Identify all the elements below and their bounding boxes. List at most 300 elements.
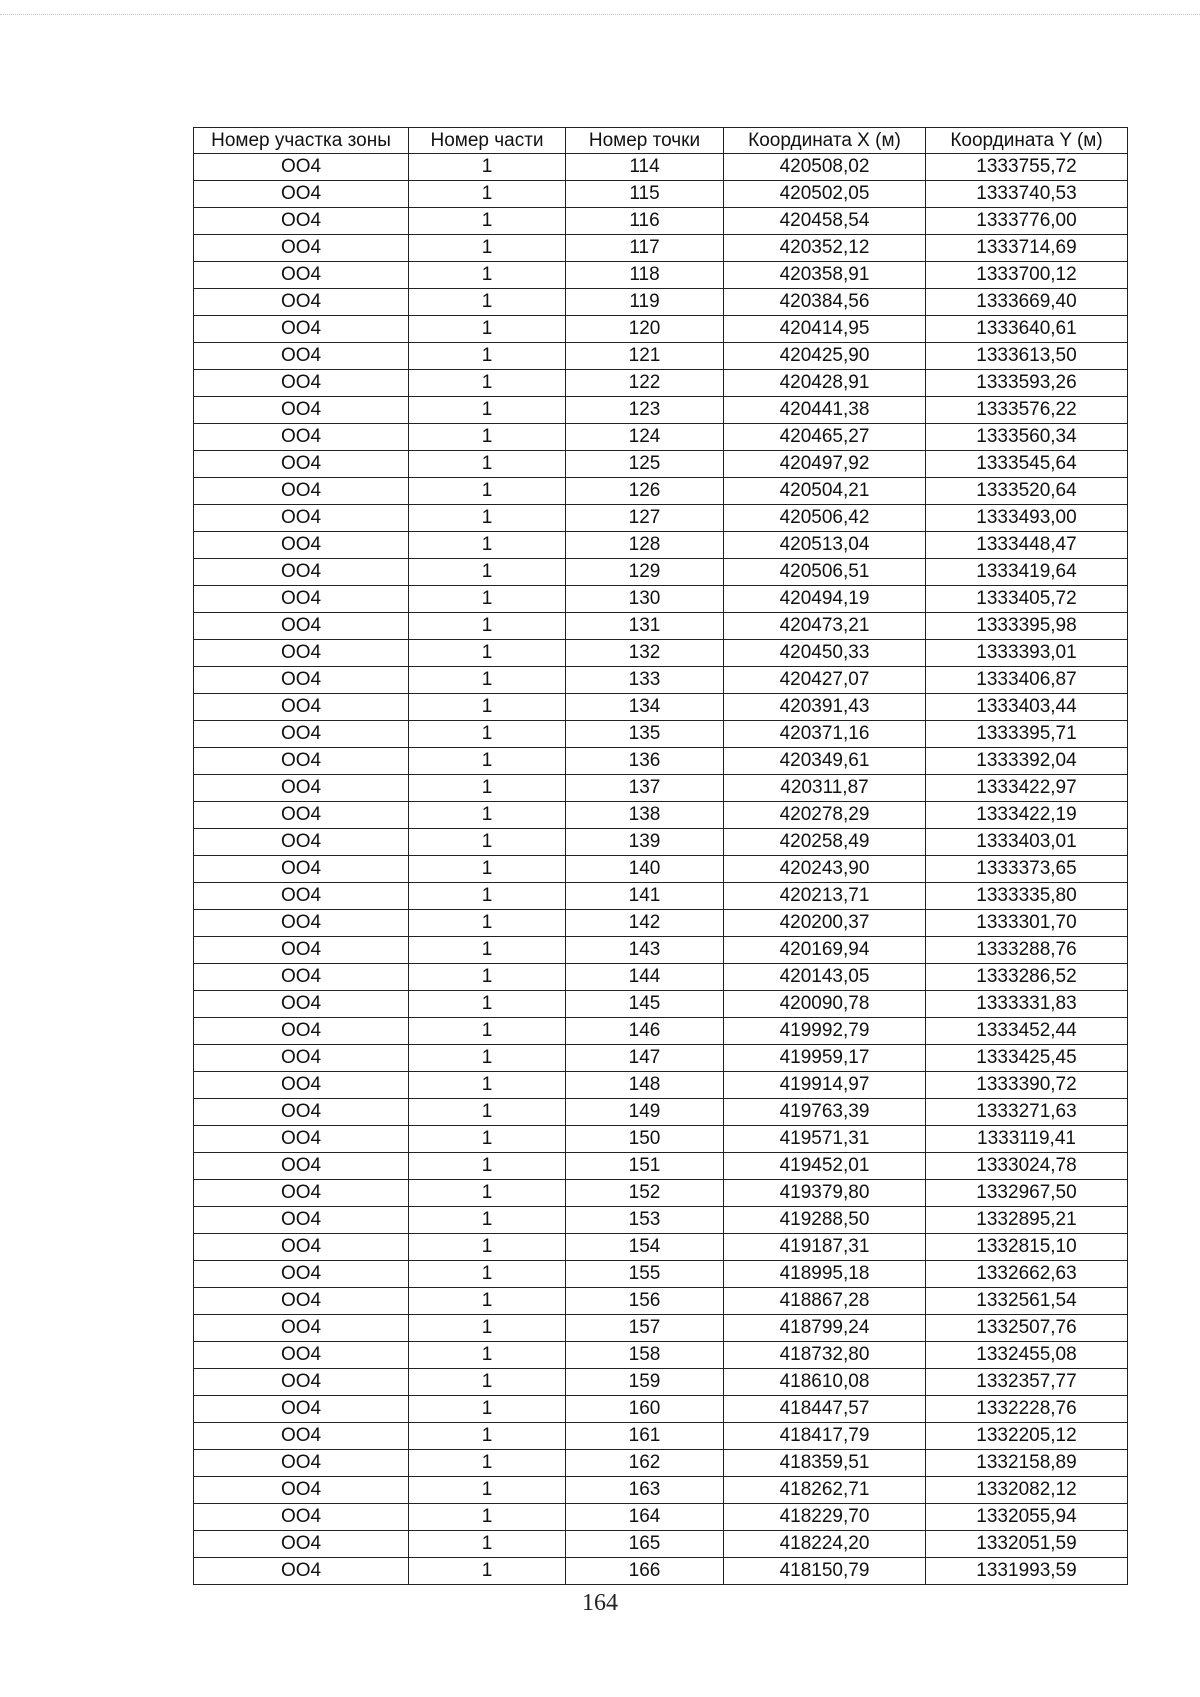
cell-point-number: 148	[566, 1072, 724, 1099]
cell-part-number: 1	[409, 775, 566, 802]
table-row	[194, 208, 1128, 235]
cell-zone-plot-number: ОО4	[194, 1369, 409, 1396]
cell-coordinate-y: 1333493,00	[926, 505, 1128, 532]
cell-zone-plot-number: ОО4	[194, 1261, 409, 1288]
cell-point-number: 115	[566, 181, 724, 208]
cell-coordinate-x: 418732,80	[724, 1342, 926, 1369]
table-row	[194, 991, 1128, 1018]
cell-coordinate-y: 1333419,64	[926, 559, 1128, 586]
cell-coordinate-x: 418867,28	[724, 1288, 926, 1315]
cell-coordinate-x: 420391,43	[724, 694, 926, 721]
cell-coordinate-y: 1333119,41	[926, 1126, 1128, 1153]
cell-coordinate-y: 1333714,69	[926, 235, 1128, 262]
cell-point-number: 130	[566, 586, 724, 613]
table-row	[194, 1423, 1128, 1450]
cell-point-number: 156	[566, 1288, 724, 1315]
cell-part-number: 1	[409, 1180, 566, 1207]
cell-point-number: 131	[566, 613, 724, 640]
table-row	[194, 1288, 1128, 1315]
cell-coordinate-x: 420506,42	[724, 505, 926, 532]
cell-zone-plot-number: ОО4	[194, 451, 409, 478]
cell-coordinate-y: 1333755,72	[926, 154, 1128, 181]
cell-point-number: 135	[566, 721, 724, 748]
cell-coordinate-y: 1333640,61	[926, 316, 1128, 343]
cell-coordinate-y: 1333452,44	[926, 1018, 1128, 1045]
table-row	[194, 262, 1128, 289]
cell-zone-plot-number: ОО4	[194, 370, 409, 397]
cell-zone-plot-number: ОО4	[194, 1342, 409, 1369]
cell-point-number: 120	[566, 316, 724, 343]
cell-coordinate-x: 419452,01	[724, 1153, 926, 1180]
table-row	[194, 1504, 1128, 1531]
cell-coordinate-y: 1333448,47	[926, 532, 1128, 559]
cell-point-number: 155	[566, 1261, 724, 1288]
cell-zone-plot-number: ОО4	[194, 586, 409, 613]
cell-coordinate-y: 1333288,76	[926, 937, 1128, 964]
cell-coordinate-x: 419959,17	[724, 1045, 926, 1072]
cell-point-number: 122	[566, 370, 724, 397]
table-row	[194, 478, 1128, 505]
cell-coordinate-x: 419379,80	[724, 1180, 926, 1207]
cell-coordinate-y: 1333390,72	[926, 1072, 1128, 1099]
cell-coordinate-x: 419763,39	[724, 1099, 926, 1126]
cell-zone-plot-number: ОО4	[194, 802, 409, 829]
cell-coordinate-y: 1332158,89	[926, 1450, 1128, 1477]
cell-coordinate-x: 420243,90	[724, 856, 926, 883]
cell-part-number: 1	[409, 910, 566, 937]
cell-zone-plot-number: ОО4	[194, 721, 409, 748]
table-row	[194, 1342, 1128, 1369]
cell-coordinate-x: 420465,27	[724, 424, 926, 451]
cell-coordinate-y: 1332228,76	[926, 1396, 1128, 1423]
cell-part-number: 1	[409, 883, 566, 910]
cell-part-number: 1	[409, 559, 566, 586]
cell-coordinate-y: 1333403,01	[926, 829, 1128, 856]
cell-coordinate-x: 420169,94	[724, 937, 926, 964]
table-row	[194, 370, 1128, 397]
table-row	[194, 235, 1128, 262]
cell-point-number: 133	[566, 667, 724, 694]
table-row	[194, 775, 1128, 802]
header-zone-plot-number: Номер участка зоны	[194, 128, 409, 154]
table-row	[194, 856, 1128, 883]
table-row	[194, 1477, 1128, 1504]
cell-zone-plot-number: ОО4	[194, 1045, 409, 1072]
cell-part-number: 1	[409, 1126, 566, 1153]
cell-part-number: 1	[409, 289, 566, 316]
cell-coordinate-x: 418224,20	[724, 1531, 926, 1558]
cell-zone-plot-number: ОО4	[194, 640, 409, 667]
cell-coordinate-y: 1333425,45	[926, 1045, 1128, 1072]
cell-zone-plot-number: ОО4	[194, 1504, 409, 1531]
cell-part-number: 1	[409, 1504, 566, 1531]
cell-zone-plot-number: ОО4	[194, 235, 409, 262]
cell-coordinate-x: 418150,79	[724, 1558, 926, 1585]
table-row	[194, 883, 1128, 910]
cell-part-number: 1	[409, 748, 566, 775]
table-body	[194, 154, 1128, 1585]
cell-part-number: 1	[409, 640, 566, 667]
table-row	[194, 1126, 1128, 1153]
cell-point-number: 160	[566, 1396, 724, 1423]
cell-point-number: 124	[566, 424, 724, 451]
cell-zone-plot-number: ОО4	[194, 478, 409, 505]
cell-coordinate-x: 420473,21	[724, 613, 926, 640]
cell-part-number: 1	[409, 1477, 566, 1504]
cell-coordinate-x: 419992,79	[724, 1018, 926, 1045]
cell-coordinate-y: 1332895,21	[926, 1207, 1128, 1234]
cell-point-number: 164	[566, 1504, 724, 1531]
cell-coordinate-y: 1332967,50	[926, 1180, 1128, 1207]
scan-edge-line	[0, 14, 1200, 15]
cell-coordinate-y: 1333024,78	[926, 1153, 1128, 1180]
cell-coordinate-y: 1333286,52	[926, 964, 1128, 991]
cell-coordinate-y: 1332051,59	[926, 1531, 1128, 1558]
cell-part-number: 1	[409, 1342, 566, 1369]
cell-point-number: 139	[566, 829, 724, 856]
cell-coordinate-x: 420213,71	[724, 883, 926, 910]
cell-point-number: 147	[566, 1045, 724, 1072]
cell-coordinate-x: 420441,38	[724, 397, 926, 424]
header-point-number: Номер точки	[566, 128, 724, 154]
cell-point-number: 132	[566, 640, 724, 667]
cell-point-number: 158	[566, 1342, 724, 1369]
cell-coordinate-x: 419571,31	[724, 1126, 926, 1153]
cell-coordinate-y: 1332205,12	[926, 1423, 1128, 1450]
cell-coordinate-x: 418995,18	[724, 1261, 926, 1288]
cell-point-number: 149	[566, 1099, 724, 1126]
cell-coordinate-y: 1333776,00	[926, 208, 1128, 235]
cell-coordinate-y: 1333403,44	[926, 694, 1128, 721]
cell-part-number: 1	[409, 316, 566, 343]
cell-zone-plot-number: ОО4	[194, 343, 409, 370]
cell-part-number: 1	[409, 1423, 566, 1450]
cell-zone-plot-number: ОО4	[194, 154, 409, 181]
table-header	[194, 128, 1128, 154]
cell-coordinate-x: 420506,51	[724, 559, 926, 586]
cell-part-number: 1	[409, 370, 566, 397]
cell-point-number: 137	[566, 775, 724, 802]
table-row	[194, 1369, 1128, 1396]
cell-point-number: 143	[566, 937, 724, 964]
header-part-number: Номер части	[409, 128, 566, 154]
table-row	[194, 1558, 1128, 1585]
table-row	[194, 802, 1128, 829]
cell-part-number: 1	[409, 613, 566, 640]
table-row	[194, 910, 1128, 937]
cell-part-number: 1	[409, 505, 566, 532]
cell-coordinate-x: 420502,05	[724, 181, 926, 208]
cell-point-number: 162	[566, 1450, 724, 1477]
cell-part-number: 1	[409, 1153, 566, 1180]
table-row	[194, 343, 1128, 370]
cell-coordinate-x: 418229,70	[724, 1504, 926, 1531]
cell-zone-plot-number: ОО4	[194, 937, 409, 964]
cell-zone-plot-number: ОО4	[194, 505, 409, 532]
cell-coordinate-y: 1333700,12	[926, 262, 1128, 289]
page-number: 164	[582, 1590, 618, 1616]
cell-coordinate-x: 419914,97	[724, 1072, 926, 1099]
table-row	[194, 937, 1128, 964]
cell-part-number: 1	[409, 235, 566, 262]
cell-zone-plot-number: ОО4	[194, 262, 409, 289]
cell-zone-plot-number: ОО4	[194, 1558, 409, 1585]
cell-coordinate-x: 420508,02	[724, 154, 926, 181]
cell-part-number: 1	[409, 262, 566, 289]
cell-part-number: 1	[409, 586, 566, 613]
cell-zone-plot-number: ОО4	[194, 1072, 409, 1099]
cell-point-number: 150	[566, 1126, 724, 1153]
table-row	[194, 613, 1128, 640]
cell-point-number: 153	[566, 1207, 724, 1234]
cell-coordinate-y: 1333271,63	[926, 1099, 1128, 1126]
cell-point-number: 157	[566, 1315, 724, 1342]
cell-point-number: 166	[566, 1558, 724, 1585]
table-row	[194, 1099, 1128, 1126]
table-row	[194, 1315, 1128, 1342]
cell-zone-plot-number: ОО4	[194, 910, 409, 937]
table-row	[194, 1045, 1128, 1072]
cell-coordinate-x: 418799,24	[724, 1315, 926, 1342]
cell-point-number: 138	[566, 802, 724, 829]
cell-zone-plot-number: ОО4	[194, 1234, 409, 1261]
cell-coordinate-x: 420311,87	[724, 775, 926, 802]
cell-coordinate-y: 1332455,08	[926, 1342, 1128, 1369]
cell-zone-plot-number: ОО4	[194, 1153, 409, 1180]
cell-part-number: 1	[409, 1315, 566, 1342]
cell-coordinate-y: 1333545,64	[926, 451, 1128, 478]
cell-point-number: 114	[566, 154, 724, 181]
cell-part-number: 1	[409, 694, 566, 721]
table-row	[194, 1234, 1128, 1261]
cell-point-number: 126	[566, 478, 724, 505]
cell-coordinate-y: 1333395,98	[926, 613, 1128, 640]
cell-part-number: 1	[409, 1531, 566, 1558]
table-row	[194, 181, 1128, 208]
cell-zone-plot-number: ОО4	[194, 775, 409, 802]
cell-zone-plot-number: ОО4	[194, 829, 409, 856]
cell-zone-plot-number: ОО4	[194, 397, 409, 424]
cell-coordinate-y: 1333669,40	[926, 289, 1128, 316]
table-row	[194, 667, 1128, 694]
cell-coordinate-y: 1333301,70	[926, 910, 1128, 937]
cell-point-number: 142	[566, 910, 724, 937]
cell-part-number: 1	[409, 1072, 566, 1099]
cell-coordinate-x: 420504,21	[724, 478, 926, 505]
cell-coordinate-x: 418417,79	[724, 1423, 926, 1450]
cell-zone-plot-number: ОО4	[194, 208, 409, 235]
cell-point-number: 163	[566, 1477, 724, 1504]
coordinates-table	[193, 127, 1128, 1585]
cell-part-number: 1	[409, 667, 566, 694]
cell-zone-plot-number: ОО4	[194, 532, 409, 559]
cell-part-number: 1	[409, 721, 566, 748]
cell-coordinate-y: 1332055,94	[926, 1504, 1128, 1531]
cell-part-number: 1	[409, 1396, 566, 1423]
cell-coordinate-x: 420513,04	[724, 532, 926, 559]
cell-part-number: 1	[409, 802, 566, 829]
cell-point-number: 123	[566, 397, 724, 424]
cell-point-number: 159	[566, 1369, 724, 1396]
cell-coordinate-x: 420497,92	[724, 451, 926, 478]
cell-zone-plot-number: ОО4	[194, 667, 409, 694]
cell-coordinate-y: 1333335,80	[926, 883, 1128, 910]
cell-zone-plot-number: ОО4	[194, 1099, 409, 1126]
table-row	[194, 397, 1128, 424]
cell-zone-plot-number: ОО4	[194, 1477, 409, 1504]
cell-zone-plot-number: ОО4	[194, 1207, 409, 1234]
table-row	[194, 289, 1128, 316]
cell-coordinate-x: 419187,31	[724, 1234, 926, 1261]
cell-coordinate-x: 418262,71	[724, 1477, 926, 1504]
cell-coordinate-y: 1333405,72	[926, 586, 1128, 613]
cell-part-number: 1	[409, 1558, 566, 1585]
cell-coordinate-y: 1331993,59	[926, 1558, 1128, 1585]
cell-point-number: 119	[566, 289, 724, 316]
cell-coordinate-y: 1333740,53	[926, 181, 1128, 208]
cell-point-number: 161	[566, 1423, 724, 1450]
cell-coordinate-y: 1332815,10	[926, 1234, 1128, 1261]
cell-zone-plot-number: ОО4	[194, 1126, 409, 1153]
table-row	[194, 559, 1128, 586]
cell-zone-plot-number: ОО4	[194, 748, 409, 775]
cell-point-number: 141	[566, 883, 724, 910]
cell-part-number: 1	[409, 181, 566, 208]
cell-coordinate-x: 420414,95	[724, 316, 926, 343]
table-row	[194, 1450, 1128, 1477]
cell-zone-plot-number: ОО4	[194, 1423, 409, 1450]
cell-part-number: 1	[409, 829, 566, 856]
cell-coordinate-x: 420458,54	[724, 208, 926, 235]
table-row	[194, 532, 1128, 559]
cell-zone-plot-number: ОО4	[194, 289, 409, 316]
cell-coordinate-y: 1332662,63	[926, 1261, 1128, 1288]
cell-coordinate-y: 1333422,97	[926, 775, 1128, 802]
cell-part-number: 1	[409, 478, 566, 505]
cell-coordinate-y: 1333406,87	[926, 667, 1128, 694]
cell-zone-plot-number: ОО4	[194, 856, 409, 883]
cell-coordinate-x: 418359,51	[724, 1450, 926, 1477]
cell-zone-plot-number: ОО4	[194, 181, 409, 208]
header-row	[194, 128, 1128, 154]
cell-zone-plot-number: ОО4	[194, 613, 409, 640]
cell-point-number: 154	[566, 1234, 724, 1261]
cell-part-number: 1	[409, 991, 566, 1018]
table-row	[194, 586, 1128, 613]
table-row	[194, 694, 1128, 721]
cell-zone-plot-number: ОО4	[194, 1288, 409, 1315]
table-row	[194, 424, 1128, 451]
cell-coordinate-y: 1333331,83	[926, 991, 1128, 1018]
cell-point-number: 144	[566, 964, 724, 991]
cell-part-number: 1	[409, 1045, 566, 1072]
table-row	[194, 1153, 1128, 1180]
cell-coordinate-x: 420258,49	[724, 829, 926, 856]
cell-coordinate-x: 418610,08	[724, 1369, 926, 1396]
cell-coordinate-x: 420384,56	[724, 289, 926, 316]
cell-coordinate-x: 420352,12	[724, 235, 926, 262]
cell-coordinate-y: 1332561,54	[926, 1288, 1128, 1315]
cell-point-number: 116	[566, 208, 724, 235]
cell-coordinate-y: 1333395,71	[926, 721, 1128, 748]
cell-zone-plot-number: ОО4	[194, 1180, 409, 1207]
cell-point-number: 151	[566, 1153, 724, 1180]
cell-coordinate-x: 420428,91	[724, 370, 926, 397]
cell-zone-plot-number: ОО4	[194, 883, 409, 910]
cell-point-number: 146	[566, 1018, 724, 1045]
cell-coordinate-y: 1333593,26	[926, 370, 1128, 397]
table-row	[194, 451, 1128, 478]
cell-zone-plot-number: ОО4	[194, 1018, 409, 1045]
table-row	[194, 1018, 1128, 1045]
cell-point-number: 125	[566, 451, 724, 478]
cell-point-number: 136	[566, 748, 724, 775]
cell-part-number: 1	[409, 1234, 566, 1261]
table-row	[194, 964, 1128, 991]
cell-part-number: 1	[409, 208, 566, 235]
cell-coordinate-y: 1333613,50	[926, 343, 1128, 370]
table-row	[194, 154, 1128, 181]
cell-point-number: 152	[566, 1180, 724, 1207]
cell-zone-plot-number: ОО4	[194, 991, 409, 1018]
cell-part-number: 1	[409, 424, 566, 451]
table-row	[194, 721, 1128, 748]
cell-part-number: 1	[409, 856, 566, 883]
cell-coordinate-x: 420358,91	[724, 262, 926, 289]
cell-part-number: 1	[409, 343, 566, 370]
header-coordinate-x: Координата X (м)	[724, 128, 926, 154]
cell-zone-plot-number: ОО4	[194, 964, 409, 991]
cell-zone-plot-number: ОО4	[194, 1531, 409, 1558]
cell-coordinate-y: 1333520,64	[926, 478, 1128, 505]
cell-zone-plot-number: ОО4	[194, 316, 409, 343]
cell-coordinate-x: 420427,07	[724, 667, 926, 694]
cell-coordinate-x: 420450,33	[724, 640, 926, 667]
cell-part-number: 1	[409, 154, 566, 181]
cell-part-number: 1	[409, 1261, 566, 1288]
table-row	[194, 1261, 1128, 1288]
cell-part-number: 1	[409, 451, 566, 478]
cell-part-number: 1	[409, 1099, 566, 1126]
cell-coordinate-x: 420425,90	[724, 343, 926, 370]
cell-zone-plot-number: ОО4	[194, 1396, 409, 1423]
cell-point-number: 145	[566, 991, 724, 1018]
cell-coordinate-x: 420200,37	[724, 910, 926, 937]
cell-coordinate-y: 1333422,19	[926, 802, 1128, 829]
cell-part-number: 1	[409, 1288, 566, 1315]
table-row	[194, 1531, 1128, 1558]
cell-part-number: 1	[409, 1369, 566, 1396]
table-row	[194, 505, 1128, 532]
table-row	[194, 1396, 1128, 1423]
cell-point-number: 117	[566, 235, 724, 262]
cell-part-number: 1	[409, 1450, 566, 1477]
cell-coordinate-x: 418447,57	[724, 1396, 926, 1423]
cell-point-number: 165	[566, 1531, 724, 1558]
cell-coordinate-y: 1333373,65	[926, 856, 1128, 883]
table-row	[194, 748, 1128, 775]
cell-part-number: 1	[409, 1018, 566, 1045]
cell-zone-plot-number: ОО4	[194, 1315, 409, 1342]
cell-zone-plot-number: ОО4	[194, 559, 409, 586]
cell-coordinate-x: 420349,61	[724, 748, 926, 775]
table-row	[194, 640, 1128, 667]
cell-coordinate-x: 420143,05	[724, 964, 926, 991]
cell-point-number: 140	[566, 856, 724, 883]
cell-coordinate-y: 1333576,22	[926, 397, 1128, 424]
cell-part-number: 1	[409, 532, 566, 559]
table-row	[194, 1207, 1128, 1234]
